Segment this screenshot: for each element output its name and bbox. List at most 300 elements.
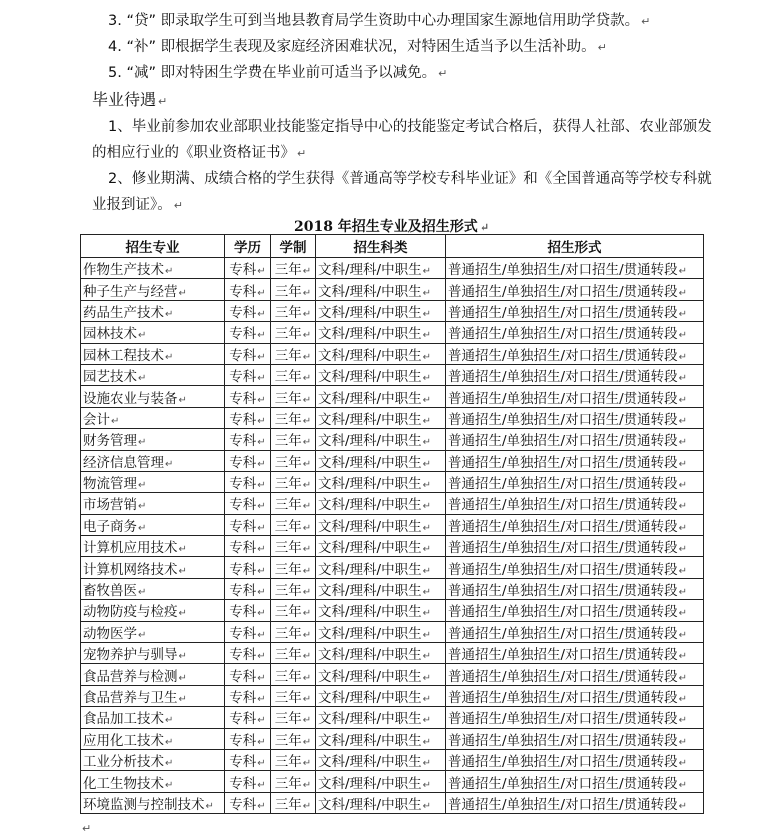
table-cell	[81, 621, 225, 642]
cell-text: 三年	[274, 454, 302, 471]
paragraph-mark-icon: ↵	[158, 95, 168, 108]
cell-mark-icon: ↵	[302, 480, 312, 492]
cell-mark-icon: ↵	[257, 587, 266, 599]
cell-mark-icon: ↵	[165, 458, 174, 470]
cell-mark-icon: ↵	[422, 800, 431, 812]
table-cell	[316, 728, 446, 749]
table-row	[81, 450, 704, 471]
cell-mark-icon: ↵	[178, 608, 187, 620]
cell-mark-icon: ↵	[422, 330, 431, 342]
cell-text: 普通招生/单独招生/对口招生/贯通转段	[448, 347, 678, 364]
cell-text: 文科/理科/中职生	[318, 668, 422, 685]
cell-mark-icon: ↵	[422, 287, 431, 299]
cell-mark-icon: ↵	[111, 415, 120, 427]
cell-text: 市场营销	[83, 497, 137, 514]
cell-mark-icon: ↵	[678, 501, 688, 513]
table-cell	[446, 450, 704, 471]
table-cell	[271, 728, 316, 749]
table-cell	[225, 386, 271, 407]
cell-mark-icon: ↵	[165, 758, 174, 770]
table-cell	[225, 792, 271, 813]
table-cell	[225, 364, 271, 385]
table-cell	[446, 578, 704, 599]
table-cell	[225, 557, 271, 578]
cell-text: 三年	[274, 732, 302, 749]
cell-mark-icon: ↵	[138, 629, 147, 641]
table-cell	[316, 792, 446, 813]
cell-text: 普通招生/单独招生/对口招生/贯通转段	[448, 732, 678, 749]
cell-text: 文科/理科/中职生	[318, 347, 422, 364]
cell-mark-icon: ↵	[422, 522, 431, 534]
cell-mark-icon: ↵	[422, 779, 431, 791]
paragraph-waive	[108, 64, 447, 83]
cell-text: 专科	[229, 796, 257, 813]
table-row	[81, 279, 704, 300]
cell-mark-icon: ↵	[257, 308, 266, 320]
cell-text: 文科/理科/中职生	[318, 604, 422, 621]
table-cell	[225, 643, 271, 664]
cell-text: 专科	[229, 711, 257, 728]
table-cell	[81, 749, 225, 770]
cell-text: 药品生产技术	[83, 304, 164, 321]
table-row	[81, 407, 704, 428]
cell-mark-icon: ↵	[257, 501, 266, 513]
cell-mark-icon: ↵	[422, 694, 431, 705]
cell-mark-icon: ↵	[302, 266, 312, 278]
cell-mark-icon: ↵	[178, 287, 187, 299]
cell-text: 专科	[229, 369, 257, 386]
table-cell	[225, 279, 271, 300]
cell-text: 文科/理科/中职生	[318, 732, 422, 749]
cell-mark-icon: ↵	[257, 694, 266, 705]
table-cell	[81, 557, 225, 578]
cell-text: 工业分析技术	[83, 754, 164, 771]
cell-mark-icon: ↵	[678, 544, 688, 556]
table-cell	[225, 514, 271, 535]
table-row	[81, 578, 704, 599]
cell-text: 三年	[274, 347, 302, 364]
cell-text: 文科/理科/中职生	[318, 796, 422, 813]
table-cell	[316, 514, 446, 535]
cell-mark-icon: ↵	[302, 651, 312, 663]
cell-mark-icon: ↵	[257, 736, 266, 748]
table-header-row	[81, 235, 704, 258]
table-cell	[446, 364, 704, 385]
cell-text: 专科	[229, 304, 257, 321]
table-cell	[81, 471, 225, 492]
cell-text: 专科	[229, 604, 257, 621]
table-cell	[81, 493, 225, 514]
cell-text: 专科	[229, 775, 257, 792]
table-cell	[271, 792, 316, 813]
table-cell	[446, 407, 704, 428]
cell-mark-icon: ↵	[257, 458, 266, 470]
cell-text: 专科	[229, 411, 257, 428]
cell-mark-icon: ↵	[165, 266, 174, 278]
table-cell	[225, 707, 271, 728]
table-cell	[81, 407, 225, 428]
table-cell	[81, 664, 225, 685]
table-cell	[271, 621, 316, 642]
table-cell	[446, 536, 704, 557]
cell-text: 专科	[229, 454, 257, 471]
table-cell	[446, 749, 704, 770]
table-row	[81, 386, 704, 407]
table-cell	[225, 621, 271, 642]
table-cell	[271, 471, 316, 492]
table-cell	[316, 300, 446, 321]
cell-mark-icon: ↵	[205, 800, 214, 812]
column-header: 招生形式	[446, 235, 704, 258]
column-header: 学制	[271, 235, 316, 258]
cell-text: 应用化工技术	[83, 732, 164, 749]
table-cell	[446, 771, 704, 792]
cell-text: 三年	[274, 668, 302, 685]
cell-mark-icon: ↵	[257, 715, 266, 727]
cell-mark-icon: ↵	[678, 351, 688, 363]
cell-mark-icon: ↵	[302, 373, 312, 385]
cell-text: 专科	[229, 347, 257, 364]
cell-mark-icon: ↵	[678, 736, 688, 748]
table-row	[81, 258, 704, 279]
benefit-2-line-2	[92, 196, 183, 215]
cell-text: 专科	[229, 326, 257, 343]
admission-table	[80, 234, 704, 814]
paragraph-subsidy	[108, 38, 607, 57]
cell-mark-icon: ↵	[257, 287, 266, 299]
cell-text: 普通招生/单独招生/对口招生/贯通转段	[448, 647, 678, 664]
cell-text: 三年	[274, 304, 302, 321]
cell-text: 文科/理科/中职生	[318, 411, 422, 428]
cell-mark-icon: ↵	[678, 758, 688, 770]
cell-text: 文科/理科/中职生	[318, 647, 422, 664]
cell-text: 普通招生/单独招生/对口招生/贯通转段	[448, 690, 678, 706]
cell-text: 动物医学	[83, 625, 137, 642]
cell-text: 普通招生/单独招生/对口招生/贯通转段	[448, 796, 678, 813]
table-cell	[225, 471, 271, 492]
table-row	[81, 621, 704, 642]
cell-mark-icon: ↵	[422, 629, 431, 641]
cell-text: 普通招生/单独招生/对口招生/贯通转段	[448, 561, 678, 578]
cell-mark-icon: ↵	[422, 501, 431, 513]
table-cell	[316, 493, 446, 514]
cell-mark-icon: ↵	[422, 308, 431, 320]
table-row	[81, 557, 704, 578]
cell-mark-icon: ↵	[257, 437, 266, 449]
cell-text: 食品营养与检测	[83, 668, 178, 685]
cell-mark-icon: ↵	[257, 394, 266, 406]
cell-mark-icon: ↵	[302, 458, 312, 470]
table-cell	[225, 536, 271, 557]
cell-text: 文科/理科/中职生	[318, 262, 422, 279]
table-cell	[271, 364, 316, 385]
table-row	[81, 364, 704, 385]
table-cell	[225, 749, 271, 770]
cell-text: 三年	[274, 625, 302, 642]
table-cell	[81, 685, 225, 706]
cell-text: 普通招生/单独招生/对口招生/贯通转段	[448, 518, 678, 535]
cell-mark-icon: ↵	[678, 565, 688, 577]
table-cell	[446, 707, 704, 728]
table-cell	[316, 557, 446, 578]
paragraph-mark-icon: ↵	[82, 822, 92, 835]
cell-mark-icon: ↵	[422, 672, 431, 684]
cell-mark-icon: ↵	[165, 779, 174, 791]
cell-text: 设施农业与装备	[83, 390, 178, 407]
cell-text: 专科	[229, 583, 257, 600]
table-cell	[446, 514, 704, 535]
cell-text: 园艺技术	[83, 369, 137, 386]
table-cell	[271, 279, 316, 300]
table-cell	[271, 643, 316, 664]
table-cell	[225, 664, 271, 685]
table-cell	[446, 429, 704, 450]
cell-mark-icon: ↵	[178, 694, 187, 705]
cell-mark-icon: ↵	[138, 330, 147, 342]
cell-mark-icon: ↵	[678, 779, 688, 791]
cell-mark-icon: ↵	[257, 758, 266, 770]
cell-mark-icon: ↵	[678, 373, 688, 385]
table-cell	[81, 322, 225, 343]
table-cell	[225, 322, 271, 343]
benefit-2-text: 2、修业期满、成绩合格的学生获得《普通高等学校专科毕业证》和《全国普通高等学校专科就	[108, 171, 712, 187]
cell-text: 文科/理科/中职生	[318, 476, 422, 493]
table-cell	[446, 343, 704, 364]
table-cell	[271, 685, 316, 706]
cell-mark-icon: ↵	[257, 565, 266, 577]
cell-mark-icon: ↵	[165, 308, 174, 320]
cell-mark-icon: ↵	[178, 394, 187, 406]
cell-mark-icon: ↵	[302, 330, 312, 342]
cell-text: 专科	[229, 476, 257, 493]
cell-text: 动物防疫与检疫	[83, 604, 178, 621]
cell-mark-icon: ↵	[422, 373, 431, 385]
cell-mark-icon: ↵	[422, 415, 431, 427]
table-cell	[271, 322, 316, 343]
cell-mark-icon: ↵	[257, 351, 266, 363]
cell-mark-icon: ↵	[302, 694, 312, 705]
cell-mark-icon: ↵	[422, 458, 431, 470]
cell-mark-icon: ↵	[302, 522, 312, 534]
cell-text: 文科/理科/中职生	[318, 561, 422, 578]
cell-text: 会计	[83, 411, 110, 428]
cell-text: 三年	[274, 647, 302, 664]
cell-text: 三年	[274, 497, 302, 514]
cell-text: 三年	[274, 390, 302, 407]
table-row	[81, 429, 704, 450]
table-row	[81, 493, 704, 514]
paragraph-loan	[108, 12, 650, 31]
cell-mark-icon: ↵	[422, 608, 431, 620]
cell-text: 文科/理科/中职生	[318, 497, 422, 514]
table-cell	[271, 771, 316, 792]
cell-mark-icon: ↵	[422, 437, 431, 449]
cell-text: 环境监测与控制技术	[83, 796, 205, 813]
table-cell	[316, 578, 446, 599]
paragraph-subsidy-text: 4. “补” 即根据学生表现及家庭经济困难状况，对特困生适当予以生活补助。	[108, 39, 596, 55]
cell-mark-icon: ↵	[257, 651, 266, 663]
cell-mark-icon: ↵	[257, 480, 266, 492]
table-cell	[225, 343, 271, 364]
cell-text: 文科/理科/中职生	[318, 390, 422, 407]
benefit-2-text-cont: 业报到证》。	[92, 197, 172, 213]
cell-mark-icon: ↵	[302, 437, 312, 449]
table-cell	[446, 300, 704, 321]
cell-mark-icon: ↵	[165, 736, 174, 748]
table-cell	[446, 557, 704, 578]
table-cell	[316, 664, 446, 685]
cell-mark-icon: ↵	[422, 394, 431, 406]
cell-text: 三年	[274, 411, 302, 428]
cell-text: 普通招生/单独招生/对口招生/贯通转段	[448, 668, 678, 685]
table-cell	[271, 664, 316, 685]
cell-mark-icon: ↵	[138, 522, 147, 534]
table-row	[81, 322, 704, 343]
column-header: 招生科类	[316, 235, 446, 258]
table-cell	[225, 258, 271, 279]
table-cell	[316, 450, 446, 471]
table-row	[81, 685, 704, 706]
cell-text: 专科	[229, 625, 257, 642]
cell-mark-icon: ↵	[422, 715, 431, 727]
cell-text: 三年	[274, 540, 302, 557]
table-body	[81, 258, 704, 814]
cell-mark-icon: ↵	[678, 437, 688, 449]
table-cell	[225, 685, 271, 706]
table-cell	[81, 792, 225, 813]
cell-text: 文科/理科/中职生	[318, 754, 422, 771]
cell-text: 专科	[229, 647, 257, 664]
table-cell	[316, 771, 446, 792]
cell-text: 文科/理科/中职生	[318, 775, 422, 792]
table-cell	[81, 643, 225, 664]
cell-text: 文科/理科/中职生	[318, 433, 422, 450]
cell-mark-icon: ↵	[302, 501, 312, 513]
cell-mark-icon: ↵	[678, 629, 688, 641]
cell-text: 化工生物技术	[83, 775, 164, 792]
cell-text: 畜牧兽医	[83, 583, 137, 600]
cell-mark-icon: ↵	[257, 330, 266, 342]
table-row	[81, 300, 704, 321]
cell-text: 宠物养护与驯导	[83, 647, 178, 664]
table-cell	[225, 493, 271, 514]
table-cell	[446, 493, 704, 514]
table-row	[81, 471, 704, 492]
cell-mark-icon: ↵	[422, 480, 431, 492]
cell-mark-icon: ↵	[678, 458, 688, 470]
cell-mark-icon: ↵	[138, 501, 147, 513]
table-cell	[446, 643, 704, 664]
table-cell	[316, 343, 446, 364]
cell-mark-icon: ↵	[422, 544, 431, 556]
cell-mark-icon: ↵	[138, 480, 147, 492]
cell-mark-icon: ↵	[678, 694, 688, 705]
cell-text: 普通招生/单独招生/对口招生/贯通转段	[448, 497, 678, 514]
cell-text: 种子生产与经营	[83, 283, 178, 300]
table-cell	[81, 600, 225, 621]
cell-mark-icon: ↵	[257, 629, 266, 641]
table-cell	[316, 600, 446, 621]
table-cell	[271, 386, 316, 407]
table-cell	[271, 600, 316, 621]
cell-text: 三年	[274, 583, 302, 600]
cell-text: 三年	[274, 754, 302, 771]
table-cell	[446, 279, 704, 300]
cell-text: 普通招生/单独招生/对口招生/贯通转段	[448, 454, 678, 471]
table-cell	[271, 749, 316, 770]
cell-text: 财务管理	[83, 433, 137, 450]
cell-text: 普通招生/单独招生/对口招生/贯通转段	[448, 754, 678, 771]
cell-mark-icon: ↵	[165, 715, 174, 727]
table-cell	[81, 258, 225, 279]
table-cell	[316, 279, 446, 300]
cell-text: 经济信息管理	[83, 454, 164, 471]
table-cell	[446, 386, 704, 407]
cell-text: 专科	[229, 540, 257, 557]
cell-text: 三年	[274, 283, 302, 300]
cell-mark-icon: ↵	[302, 758, 312, 770]
cell-mark-icon: ↵	[138, 587, 147, 599]
cell-text: 普通招生/单独招生/对口招生/贯通转段	[448, 775, 678, 792]
table-cell	[316, 471, 446, 492]
table-row	[81, 771, 704, 792]
cell-text: 普通招生/单独招生/对口招生/贯通转段	[448, 326, 678, 343]
cell-mark-icon: ↵	[302, 287, 312, 299]
cell-text: 三年	[274, 433, 302, 450]
cell-text: 普通招生/单独招生/对口招生/贯通转段	[448, 433, 678, 450]
table-cell	[316, 707, 446, 728]
cell-text: 计算机网络技术	[83, 561, 178, 578]
paragraph-mark-icon: ↵	[438, 67, 448, 80]
paragraph-waive-text: 5. “减” 即对特困生学费在毕业前可适当予以减免。	[108, 65, 437, 81]
cell-text: 文科/理科/中职生	[318, 625, 422, 642]
cell-mark-icon: ↵	[178, 651, 187, 663]
cell-text: 园林工程技术	[83, 347, 164, 364]
table-title-text: 2018 年招生专业及招生形式	[293, 219, 478, 235]
table-cell	[81, 728, 225, 749]
cell-text: 计算机应用技术	[83, 540, 178, 557]
cell-mark-icon: ↵	[178, 544, 187, 556]
cell-mark-icon: ↵	[257, 373, 266, 385]
cell-text: 文科/理科/中职生	[318, 518, 422, 535]
cell-mark-icon: ↵	[678, 394, 688, 406]
cell-mark-icon: ↵	[422, 587, 431, 599]
cell-mark-icon: ↵	[302, 736, 312, 748]
cell-text: 文科/理科/中职生	[318, 540, 422, 557]
table-cell	[316, 685, 446, 706]
cell-text: 三年	[274, 711, 302, 728]
cell-mark-icon: ↵	[138, 373, 147, 385]
table-cell	[81, 707, 225, 728]
cell-text: 园林技术	[83, 326, 137, 343]
cell-text: 三年	[274, 369, 302, 386]
cell-mark-icon: ↵	[302, 715, 312, 727]
table-cell	[271, 300, 316, 321]
cell-text: 三年	[274, 690, 302, 706]
cell-text: 三年	[274, 604, 302, 621]
table-cell	[271, 514, 316, 535]
paragraph-mark-icon: ↵	[641, 15, 651, 28]
table-cell	[225, 600, 271, 621]
table-cell	[81, 429, 225, 450]
cell-mark-icon: ↵	[302, 587, 312, 599]
table-cell	[225, 578, 271, 599]
section-heading-text: 毕业待遇	[92, 90, 157, 109]
cell-mark-icon: ↵	[422, 351, 431, 363]
paragraph-mark-icon: ↵	[597, 41, 607, 54]
cell-mark-icon: ↵	[302, 800, 312, 812]
cell-mark-icon: ↵	[678, 651, 688, 663]
